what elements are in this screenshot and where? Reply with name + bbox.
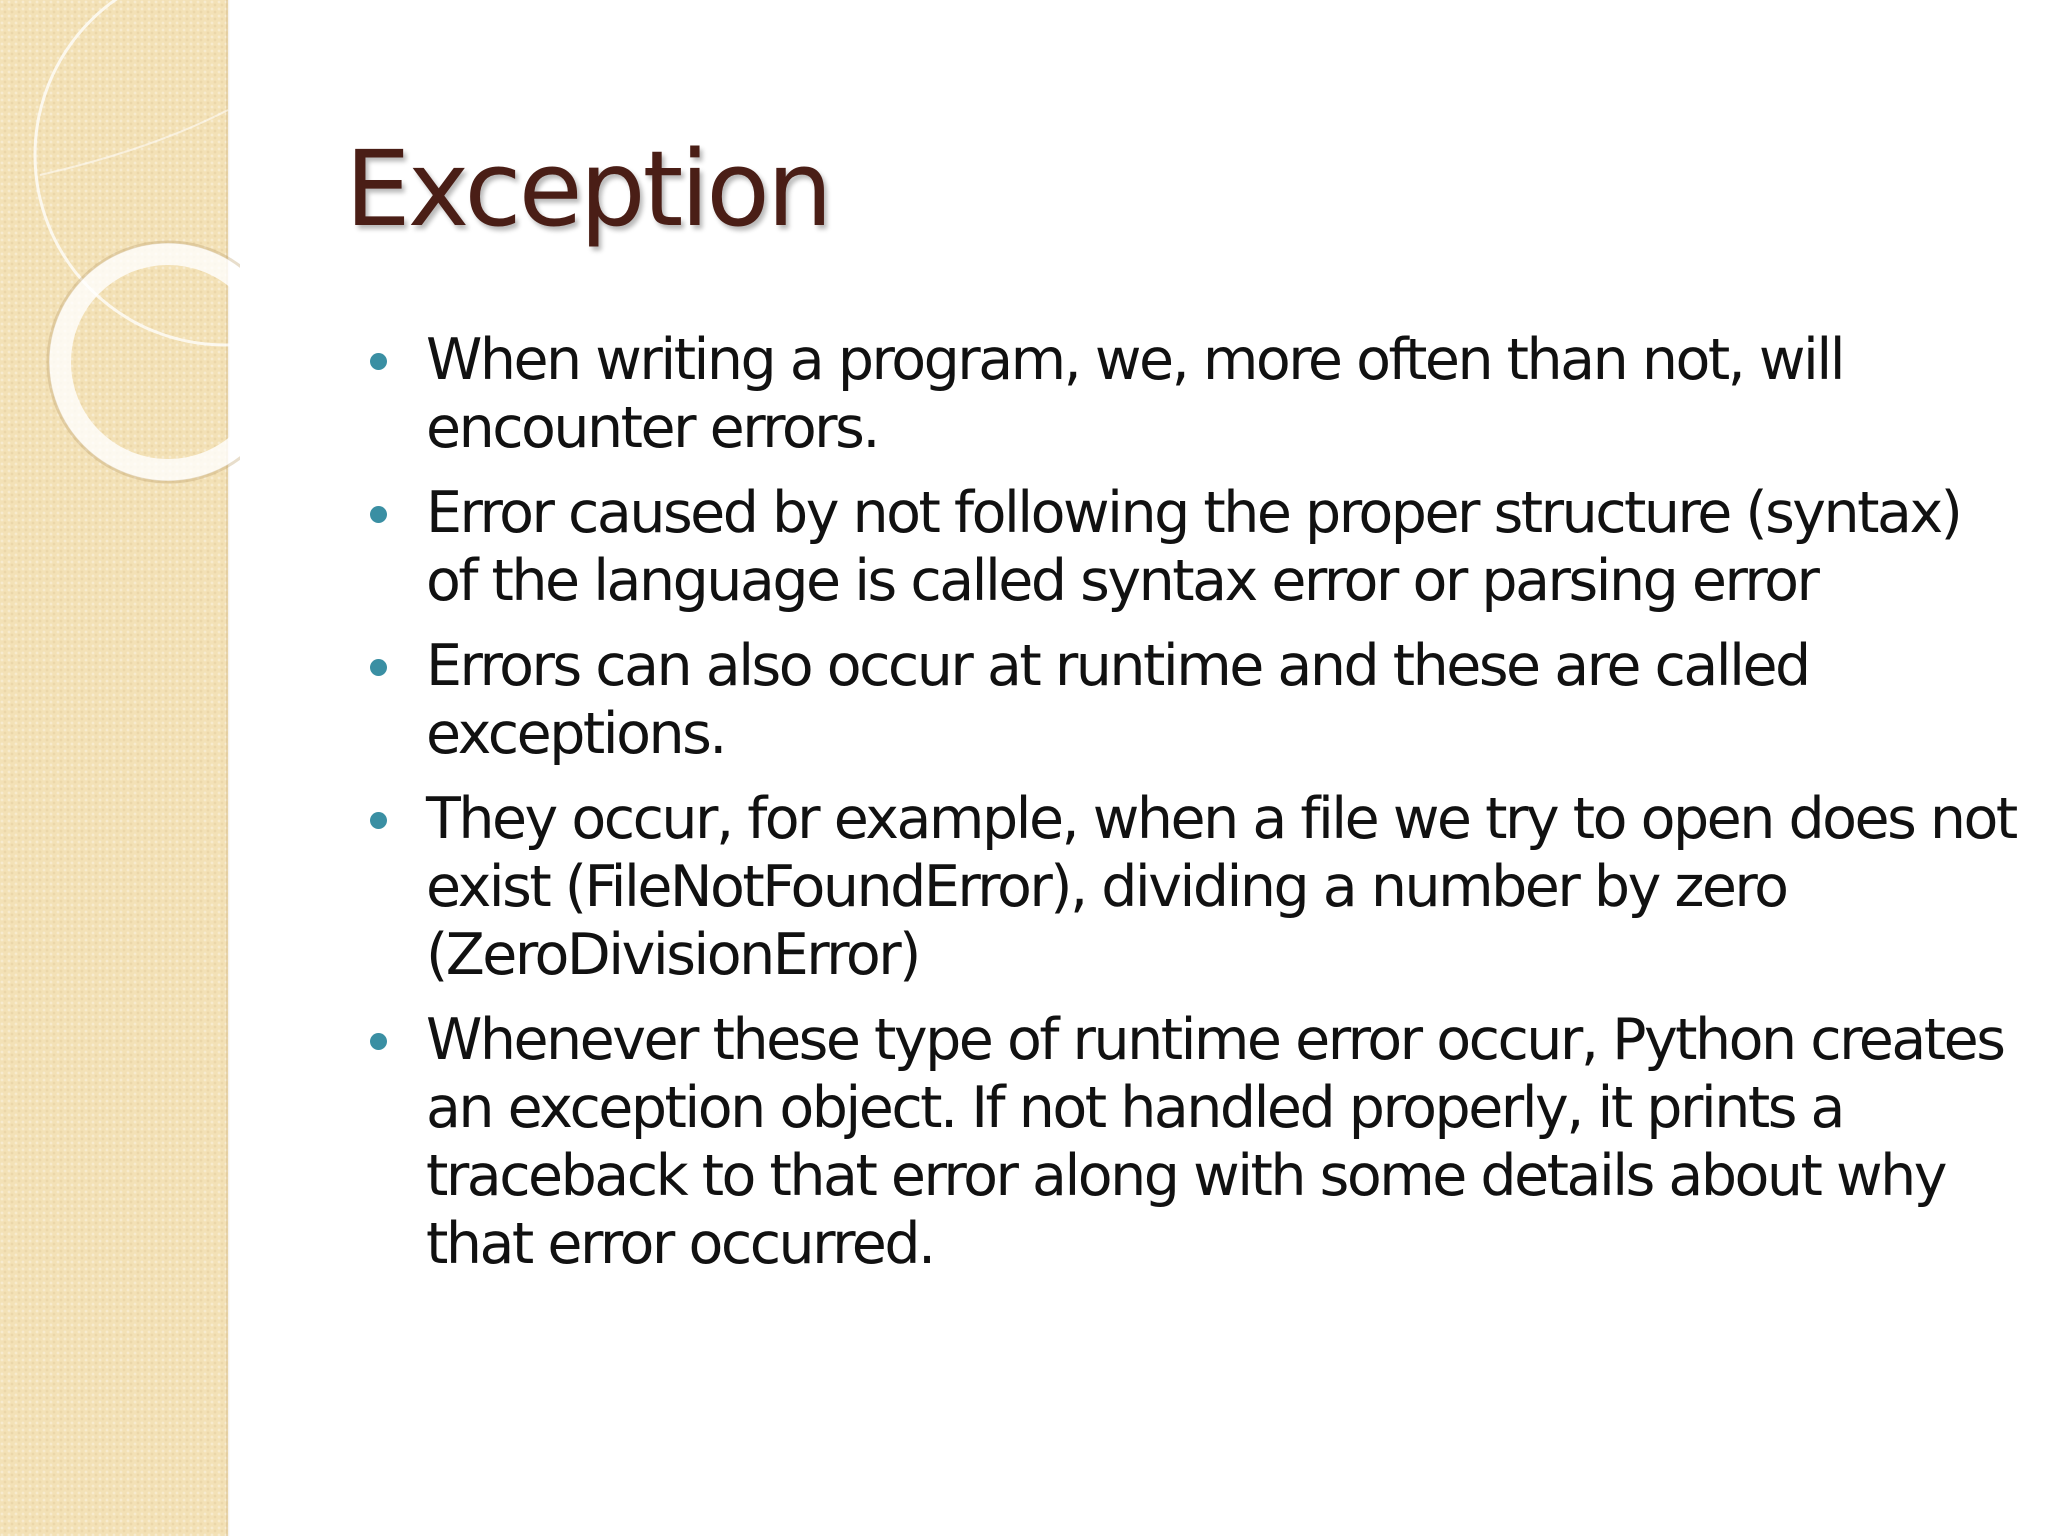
bullet-dot-icon (370, 1033, 387, 1050)
bullet-dot-icon (370, 353, 387, 370)
bullet-dot-icon (370, 506, 387, 523)
large-ring-outline (35, 0, 240, 345)
bullet-item (370, 785, 2020, 989)
bullet-text: Error caused by not following the proper structure (syntax) of the language is called syntax error or parsing error (426, 480, 1961, 614)
small-ring (60, 254, 240, 470)
bullet-text: Whenever these type of runtime error occur, Python creates an exception object. If not handled properly, it prints a traceback to that error along with some details about why that error occurred. (426, 1007, 2004, 1277)
bullet-text: Errors can also occur at runtime and these are called exceptions. (426, 633, 1809, 767)
decorative-rings (0, 0, 240, 520)
small-ring-shadow (48, 242, 240, 482)
bullet-item (370, 326, 2020, 462)
bullet-list (370, 326, 2020, 1295)
bullet-item (370, 1006, 2020, 1278)
bullet-dot-icon (370, 812, 387, 829)
bullet-item (370, 479, 2020, 615)
bullet-text: They occur, for example, when a file we try to open does not exist (FileNotFoundError), dividing a number by zero (ZeroDivisionError) (426, 786, 2016, 988)
ring-arc-top (40, 110, 228, 175)
slide-title: Exception (345, 128, 830, 250)
bullet-dot-icon (370, 659, 387, 676)
bullet-text: When writing a program, we, more often than not, will encounter errors. (426, 327, 1844, 461)
bullet-item (370, 632, 2020, 768)
